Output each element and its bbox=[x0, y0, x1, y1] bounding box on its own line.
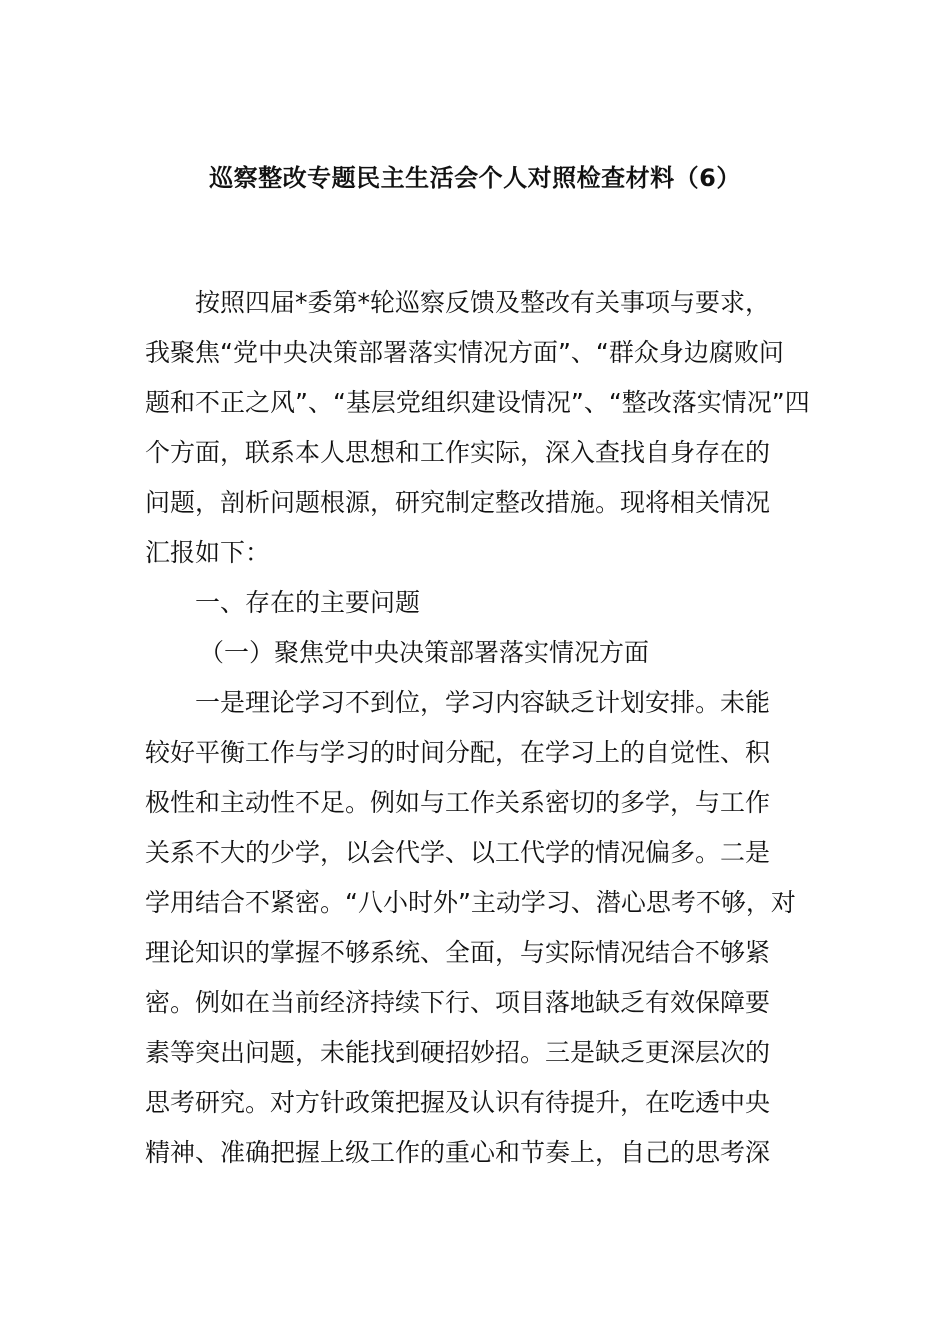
document-body bbox=[145, 278, 810, 1178]
paragraph-line: 极性和主动性不足。例如与工作关系密切的多学，与工作 bbox=[145, 788, 771, 817]
paragraph-line: 一是理论学习不到位，学习内容缺乏计划安排。未能 bbox=[195, 688, 771, 717]
paragraph-line: 我聚焦“党中央决策部署落实情况方面”、“群众身边腐败问 bbox=[145, 338, 784, 367]
document-title: 巡察整改专题民主生活会个人对照检查材料（6） bbox=[209, 164, 741, 192]
paragraph-line: 按照四届*委第*轮巡察反馈及整改有关事项与要求， bbox=[195, 288, 771, 317]
paragraph-line: 题和不正之风”、“基层党组织建设情况”、“整改落实情况”四 bbox=[145, 388, 810, 417]
paragraph-line: 汇报如下： bbox=[145, 538, 271, 567]
paragraph-line: 理论知识的掌握不够系统、全面，与实际情况结合不够紧 bbox=[145, 938, 771, 967]
paragraph-line: 密。例如在当前经济持续下行、项目落地缺乏有效保障要 bbox=[145, 988, 771, 1017]
paragraph-line: 个方面，联系本人思想和工作实际，深入查找自身存在的 bbox=[145, 438, 771, 467]
paragraph-line: 问题，剖析问题根源，研究制定整改措施。现将相关情况 bbox=[145, 488, 771, 517]
paragraph-line: 较好平衡工作与学习的时间分配，在学习上的自觉性、积 bbox=[145, 738, 771, 767]
paragraph-line: 关系不大的少学，以会代学、以工代学的情况偏多。二是 bbox=[145, 838, 771, 867]
section-heading: 一、存在的主要问题 bbox=[195, 588, 421, 617]
subsection-heading: （一）聚焦党中央决策部署落实情况方面 bbox=[199, 638, 650, 667]
paragraph-line: 精神、准确把握上级工作的重心和节奏上，自己的思考深 bbox=[145, 1138, 771, 1167]
paragraph-line: 学用结合不紧密。“八小时外”主动学习、潜心思考不够，对 bbox=[145, 888, 796, 917]
paragraph-line: 思考研究。对方针政策把握及认识有待提升，在吃透中央 bbox=[145, 1088, 771, 1117]
paragraph-line: 素等突出问题，未能找到硬招妙招。三是缺乏更深层次的 bbox=[145, 1038, 771, 1067]
